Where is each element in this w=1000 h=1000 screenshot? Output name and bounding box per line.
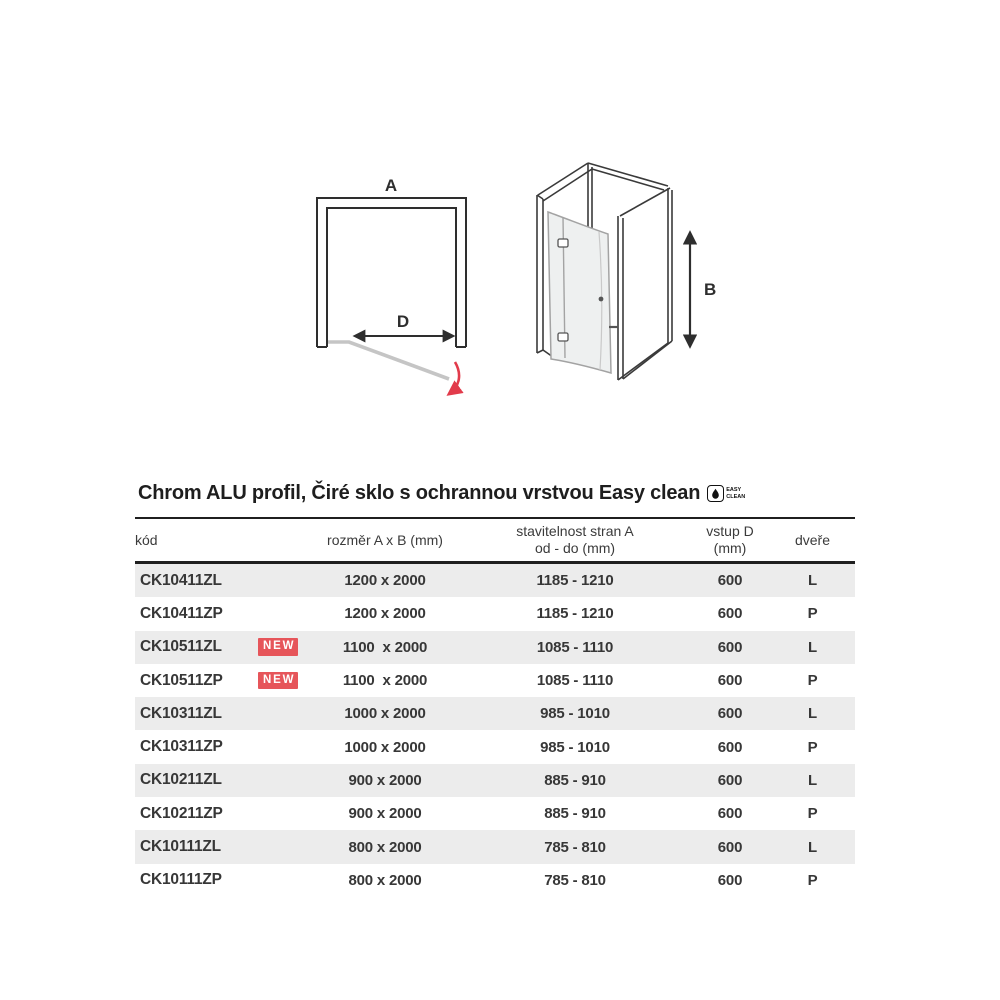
row-code: CK10211ZL xyxy=(140,771,222,789)
door-knob-icon xyxy=(599,297,604,302)
page-title-text: Chrom ALU profil, Čiré sklo s ochrannou vrstvou Easy clean xyxy=(138,482,701,504)
row-code: CK10311ZP xyxy=(140,738,223,756)
table-row xyxy=(135,730,855,763)
table-row xyxy=(135,664,855,697)
page-title xyxy=(138,482,745,505)
row-code: CK10511ZP xyxy=(140,671,223,689)
table-row xyxy=(135,764,855,797)
table-row xyxy=(135,830,855,863)
glass-door xyxy=(548,212,618,373)
row-adjust: 785 - 810 xyxy=(544,871,606,889)
row-adjust: 885 - 910 xyxy=(544,771,606,789)
row-size: 900 x 2000 xyxy=(348,805,422,823)
row-entry: 600 xyxy=(717,805,743,823)
top-view-frame xyxy=(317,198,466,347)
row-code: CK10211ZP xyxy=(140,804,223,822)
row-entry: 600 xyxy=(717,738,743,756)
row-adjust: 885 - 910 xyxy=(544,805,606,823)
row-code: CK10411ZL xyxy=(140,571,222,589)
hinge-bottom-icon xyxy=(558,333,568,341)
row-entry: 600 xyxy=(717,871,743,889)
row-size: 1200 x 2000 xyxy=(344,572,426,590)
door-swing-arrow-icon xyxy=(449,362,459,394)
row-size: 900 x 2000 xyxy=(348,771,422,789)
door-swing-line xyxy=(328,342,449,379)
row-entry: 600 xyxy=(717,672,743,690)
row-adjust: 985 - 1010 xyxy=(540,705,610,723)
product-table xyxy=(135,517,855,897)
row-adjust: 1185 - 1210 xyxy=(536,605,614,623)
table-row xyxy=(135,564,855,597)
row-entry: 600 xyxy=(717,638,743,656)
row-door: L xyxy=(808,572,817,590)
row-door: P xyxy=(807,672,818,690)
row-size: 1000 x 2000 xyxy=(344,705,426,723)
table-row xyxy=(135,864,855,897)
row-code: CK10511ZL xyxy=(140,638,222,656)
row-door: P xyxy=(807,738,818,756)
row-size: 1000 x 2000 xyxy=(344,738,426,756)
row-code: CK10111ZP xyxy=(140,871,222,889)
col-header-code: kód xyxy=(135,531,158,548)
row-size: 1100 x 2000 xyxy=(342,672,428,690)
row-code: CK10111ZL xyxy=(140,838,221,856)
row-door: L xyxy=(808,771,817,789)
col-header-adjust: stavitelnost stran A od - do (mm) xyxy=(516,523,634,556)
row-adjust: 1185 - 1210 xyxy=(536,572,614,590)
row-adjust: 1085 - 1110 xyxy=(536,672,614,690)
label-d: D xyxy=(396,312,410,331)
hinge-top-icon xyxy=(558,239,568,247)
table-row xyxy=(135,697,855,730)
label-b: B xyxy=(704,280,717,299)
row-size: 800 x 2000 xyxy=(348,871,422,889)
row-entry: 600 xyxy=(717,572,743,590)
row-door: P xyxy=(807,805,818,823)
row-adjust: 1085 - 1110 xyxy=(536,638,614,656)
row-entry: 600 xyxy=(717,605,743,623)
easy-clean-droplet-icon xyxy=(707,485,724,502)
row-size: 1200 x 2000 xyxy=(344,605,426,623)
row-door: L xyxy=(808,838,817,856)
table-header-row xyxy=(135,519,855,561)
row-code: CK10311ZL xyxy=(140,704,222,722)
row-adjust: 985 - 1010 xyxy=(540,738,610,756)
table-row xyxy=(135,597,855,630)
row-size: 1100 x 2000 xyxy=(342,638,428,656)
row-size: 800 x 2000 xyxy=(348,838,422,856)
row-adjust: 785 - 810 xyxy=(544,838,606,856)
new-badge: NEW xyxy=(258,638,298,656)
row-entry: 600 xyxy=(717,771,743,789)
table-body xyxy=(135,564,855,897)
row-entry: 600 xyxy=(717,838,743,856)
label-a: A xyxy=(384,176,398,195)
row-door: P xyxy=(807,605,818,623)
col-header-entry: vstup D (mm) xyxy=(706,523,754,556)
row-door: L xyxy=(808,705,817,723)
table-row xyxy=(135,797,855,830)
row-entry: 600 xyxy=(717,705,743,723)
new-badge: NEW xyxy=(258,672,298,690)
technical-diagram xyxy=(0,0,1000,460)
col-header-size: rozměr A x B (mm) xyxy=(327,531,443,548)
row-door: P xyxy=(807,871,818,889)
row-code: CK10411ZP xyxy=(140,604,223,622)
row-door: L xyxy=(808,638,817,656)
col-header-door: dveře xyxy=(794,531,831,548)
easy-clean-label: EASY CLEAN xyxy=(726,487,746,500)
easy-clean-badge xyxy=(707,485,745,502)
table-row xyxy=(135,631,855,664)
